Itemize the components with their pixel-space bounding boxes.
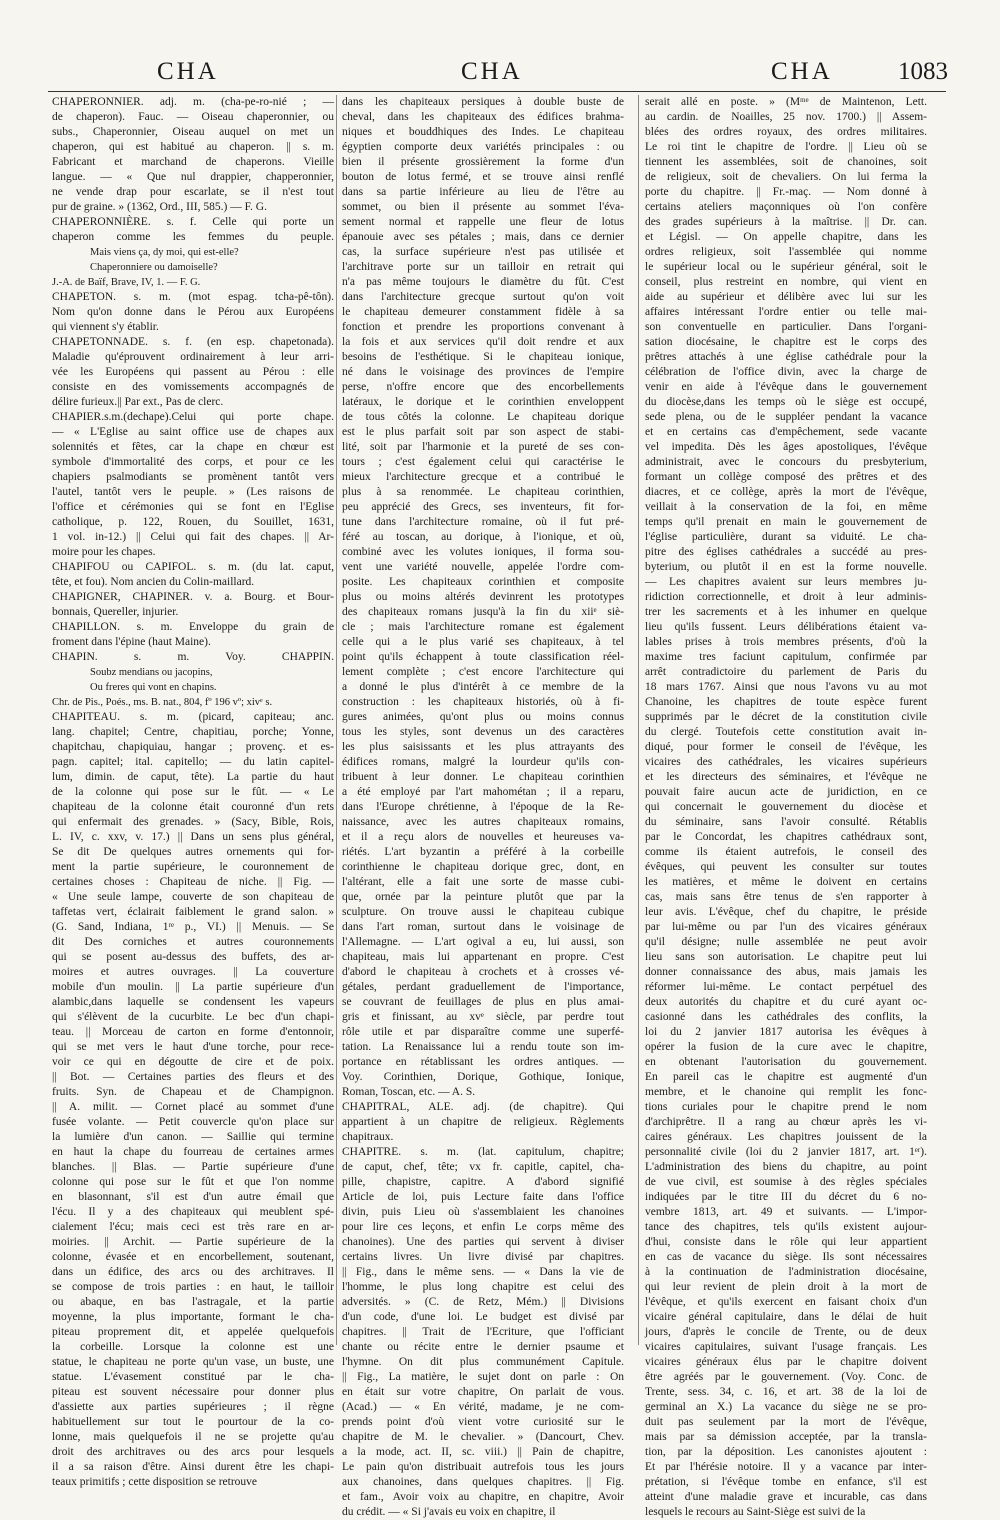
text-line: conseil, plus restreint en nombre, qui vient en (645, 276, 927, 288)
text-line: || Fig., dans le même sens. — « Dans la vie de (342, 1266, 624, 1278)
text-line: gétales, perdant graduellement de l'importance, (342, 981, 624, 993)
text-line: germinal an X.) La vacance du siège ne se pro- (645, 1401, 927, 1413)
text-line: qui viennent s'y établir. (52, 321, 159, 333)
text-line: CHAPIER.s.m.(dechape).Celui qui porte chape. (52, 411, 334, 423)
text-line: chapitraux. (342, 1131, 394, 1143)
text-line: d'un code, d'une loi. Le budget est divisé par (342, 1311, 624, 1323)
text-line: lang. chapitel; Centre, chapitiau, porche; Yonne, (52, 726, 334, 738)
text-line: la corbeille. Lorsque la colonne est une (52, 1341, 334, 1353)
text-column-3 (645, 95, 927, 1518)
text-line: l'homme, le plus long chapitre est celui des (342, 1281, 624, 1293)
text-column-1 (52, 95, 334, 1488)
text-line: posite. Les chapiteaux corinthien et composite (342, 576, 624, 588)
column-rule-2 (638, 95, 639, 1345)
text-line: a la mode, act. II, sc. viii.) || Pain de chapitre, (342, 1446, 624, 1458)
text-line: formant un collège composé des prêtres et des (645, 471, 927, 483)
left-guide-word: CHA (157, 58, 219, 85)
text-line: veillait à la conservation de la foi, en même (645, 501, 927, 513)
text-line: CHAPIGNER, CHAPINER. v. a. Bourg. et Bour- (52, 591, 334, 603)
text-line: et il a reçu alors de nouvelles et heureuses va- (342, 831, 624, 843)
text-line: Trente, sess. 34, c. 16, et art. 38 de la loi de (645, 1386, 927, 1398)
text-line: chapitchau, chapiquiau, hangar ; provenç. et es- (52, 741, 334, 753)
text-line: bien il présente grossièrement la forme d'un (342, 156, 624, 168)
text-line: d'abord le chapiteau à crochets et à crosses vé- (342, 966, 624, 978)
text-line: vée les Européens qui passent au Pérou : elle (52, 366, 334, 378)
text-line: peu apprécié des Grecs, ses inventeurs, fit for- (342, 501, 624, 513)
text-line: pille, chapistre, capitre. A d'abord signifié (342, 1176, 624, 1188)
text-line: l'autel, tantôt vers le peuple. » (Les raisons de (52, 486, 334, 498)
text-line: et fam., Avoir voix au chapitre, en chapitre, Avoir (342, 1491, 624, 1503)
text-line: gris et finissant, au xvᵉ siècle, par perdre tout (342, 1011, 624, 1023)
text-line: || A. milit. — Cornet placé au sommet d'une (52, 1101, 334, 1113)
text-line: prêtres attachés à une église cathédrale pour la (645, 351, 927, 363)
text-line: alambic,dans laquelle se condensent les vapeurs (52, 996, 334, 1008)
text-line: dans sa partie inférieure au lieu de l'être au (342, 186, 624, 198)
text-line: corinthienne le chapiteau dorique grec, dont, en (342, 861, 624, 873)
text-line: trer les sacrements et à les inhumer en quelque (645, 606, 927, 618)
text-line: Ou freres qui vont en chapins. (90, 682, 217, 693)
text-line: colonne, évasée et en encorbellement, soutenant, (52, 1251, 334, 1263)
text-line: l'hymne. On dit plus communément Capitule. (342, 1356, 624, 1368)
text-line: tours ; c'est également celui qui caractérise le (342, 456, 624, 468)
text-line: aux chanoines, dans quelques chapitres. || Fig. (342, 1476, 624, 1488)
text-line: dit Des corniches et autres couronnements (52, 936, 334, 948)
text-line: pur de graine. » (1362, Ord., III, 585.) — F. G. (52, 201, 267, 213)
text-line: qui leur revient de plein droit à la mort de (645, 1281, 927, 1293)
text-line: d'archiprêtre. Il a rang au chœur après les vi- (645, 1116, 927, 1128)
text-line: Se dit De quelques autres ornements qui for- (52, 846, 334, 858)
text-line: que, ornée par la peinture plutôt que par la (342, 891, 624, 903)
text-line: arrêt contradictoire du parlement de Paris du (645, 666, 927, 678)
text-line: chapiteau de la colonne était couronné d'un rets (52, 801, 334, 813)
text-line: CHAPITRAL, ALE. adj. (de chapitre). Qui (342, 1101, 624, 1113)
text-line: teau. || Morceau de carton en forme d'entonnoir, (52, 1026, 334, 1038)
text-line: de vue civil, est soumise à des règles spéciales (645, 1176, 927, 1188)
text-line: riétés. L'art byzantin a préféré à la corbeille (342, 846, 624, 858)
text-line: Soubz mendians ou jacopins, (90, 667, 213, 678)
text-line: lement complète ; c'est encore l'architecture qui (342, 666, 624, 678)
text-line: des chapiteaux romans jusqu'à la fin du xiiᵉ siè- (342, 606, 624, 618)
text-line: il a sa raison d'être. Ainsi durent être les chapi- (52, 1461, 334, 1473)
text-line: au cardin. de Noailles, 25 nov. 1700.) || Assem- (645, 111, 927, 123)
text-line: tête, et fou). Nom ancien du Colin-maillard. (52, 576, 255, 588)
text-line: 18 mars 1767. Ainsi que nous l'avons vu au mot (645, 681, 927, 693)
text-line: bouton de lotus fermé, et se trouve ainsi renflé (342, 171, 624, 183)
text-line: CHAPITEAU. s. m. (picard, capiteau; anc. (52, 711, 334, 723)
text-line: temps qu'il prenait en main le gouvernement de (645, 516, 927, 528)
text-line: habituellement sur tout le pourtour de la co- (52, 1416, 334, 1428)
text-line: sede plena, ou de le suppléer pendant la vacance (645, 411, 927, 423)
text-line: — Les chapitres avaient sur leurs membres ju- (645, 576, 927, 588)
text-line: qui enfermait des grenades. » (Sacy, Bible, Rois, (52, 816, 334, 828)
text-line: langue. — « Que nul drappier, chapperonnier, (52, 171, 334, 183)
text-line: point qu'ils échappent à toute classification réel- (342, 651, 624, 663)
text-line: droit des architraves ou des arcs pour lesquels (52, 1446, 334, 1458)
text-line: vel impedita. Dès les âges apostoliques, l'évêque (645, 441, 927, 453)
text-line: diqué, pour former le conseil de l'évêque, les (645, 741, 927, 753)
text-line: atteint d'une maladie grave et incurable, cas dans (645, 1491, 927, 1503)
text-line: plus ou moins altérés devinrent les prototypes (342, 591, 624, 603)
text-line: en blasonnant, s'il est d'un autre émail que (52, 1191, 334, 1203)
text-line: mais par sa démission acceptée, par la transla- (645, 1431, 927, 1443)
text-line: piteau est souvent nécessaire pour donner plus (52, 1386, 334, 1398)
text-line: dans un édifice, des arcs ou des architraves. Il (52, 1266, 334, 1278)
text-line: prends point d'où vient votre curiosité sur le (342, 1416, 624, 1428)
text-line: cheval, dans les chapiteaux des édifices brahma- (342, 111, 624, 123)
text-line: Le roi tint le chapitre de l'ordre. || Lieu où se (645, 141, 927, 153)
text-line: de caput, chef, tête; vx fr. capitle, capitel, cha- (342, 1161, 624, 1173)
text-line: comme ils étaient autrefois, le conseil des (645, 846, 927, 858)
text-line: célébration de l'office divin, avec la charge de (645, 366, 927, 378)
text-line: Et par l'hérésie notoire. Il y a vacance par inter- (645, 1461, 927, 1473)
text-line: tous les styles, sont devenus un des caractères (342, 726, 624, 738)
text-line: d'assiette aux parties supérieures ; il règne (52, 1401, 334, 1413)
text-line: pitre des églises cathédrales a succédé au pres- (645, 546, 927, 558)
text-line: d'hui, consiste dans le rôle qui leur appartient (645, 1236, 927, 1248)
text-line: jours, d'après le concile de Trente, ou de deux (645, 1326, 927, 1338)
text-line: CHAPILLON. s. m. Enveloppe du grain de (52, 621, 334, 633)
text-line: chaperon, qui est habitué au chaperon. || s. m. (52, 141, 334, 153)
text-line: sculpture. On trouve aussi le chapiteau cubique (342, 906, 624, 918)
text-line: ne vende drap pour escarlate, se il n'est tout (52, 186, 334, 198)
text-line: tions curiales pour le chapitre prend le nom (645, 1101, 927, 1113)
text-line: gures animées, qu'ont plus ou moins connus (342, 711, 624, 723)
text-line: chante ou récite entre le dernier psaume et (342, 1341, 624, 1353)
text-line: Mais viens ça, dy moi, qui est-elle? (90, 247, 239, 258)
text-line: l'écu. Il y a des chapiteaux qui meublent spé- (52, 1206, 334, 1218)
text-line: sement normal et rappelle une fleur de lotus (342, 216, 624, 228)
text-line: son conventuelle en particulier. Dans l'organi- (645, 321, 927, 333)
text-line: colonne qui pose sur le fût et que l'on nomme (52, 1176, 334, 1188)
text-line: ment la partie supérieure, le couronnement de (52, 861, 334, 873)
text-line: byterium, ou plutôt il en est la forme nouvelle. (645, 561, 927, 573)
text-line: des grades supérieurs à la maîtrise. || Dr. can. (645, 216, 927, 228)
text-line: égyptien comporte deux variétés principales : ou (342, 141, 624, 153)
text-line: En pareil cas le chapitre est augmenté d'un (645, 1071, 927, 1083)
text-line: dans l'architecture grecque surtout qu'on voit (342, 291, 624, 303)
text-line: et en certains cas d'empêchement, sede vacante (645, 426, 927, 438)
text-line: et les directeurs des séminaires, et l'évêque ne (645, 771, 927, 783)
text-line: teaux primitifs ; cette disposition se retrouve (52, 1476, 258, 1488)
text-line: moires et autres ouvrages. || La couverture (52, 966, 334, 978)
text-line: la lumière d'un canon. — Saillie qui termine (52, 1131, 334, 1143)
text-line: fusée volante. — Petit couvercle qu'on place sur (52, 1116, 334, 1128)
text-line: vembre 1813, art. 49 et suivants. — L'impor- (645, 1206, 927, 1218)
text-line: l'Allemagne. — L'art ogival a eu, lui aussi, son (342, 936, 624, 948)
text-line: lité, soit par l'harmonie et la pureté de ses con- (342, 441, 624, 453)
text-line: tiennent les assemblées, soit de chanoines, soit (645, 156, 927, 168)
text-line: appartient à un chapitre de religieux. Règlements (342, 1116, 624, 1128)
header-rule (48, 91, 946, 92)
text-line: lum, dimin. de caput, tête). La partie du haut (52, 771, 334, 783)
text-line: par le Concordat, les chapitres cathédraux sont, (645, 831, 927, 843)
text-line: supprimés par le décret de la constitution civile (645, 711, 927, 723)
text-line: lables prises à trois membres présents, d'où la (645, 636, 927, 648)
text-line: tance des chapitres, tels qu'ils existent aujour- (645, 1221, 927, 1233)
text-line: l'office et cérémonies qui se font en l'Eglise (52, 501, 334, 513)
text-line: vicaire général capitulaire, dans le délai de huit (645, 1311, 927, 1323)
text-line: dans l'Europe chrétienne, à l'époque de la Re- (342, 801, 624, 813)
text-line: a donné le plus d'intérêt à ce membre de la (342, 681, 624, 693)
text-line: chapiteau, mais lui appartenant en propre. C'est (342, 951, 624, 963)
text-line: solennités et fêtes, car la chape en chœur est (52, 441, 334, 453)
text-line: moiries. || Archit. — Partie supérieure de la (52, 1236, 334, 1248)
text-line: de tous côtés la colonne. Le chapiteau dorique (342, 411, 624, 423)
text-line: perse, n'offre encore que des encorbellements (342, 381, 624, 393)
text-line: cialement l'écu; mais ceci est très rare en ar- (52, 1221, 334, 1233)
text-line: deux autorités du chapitre et du curé ayant oc- (645, 996, 927, 1008)
text-line: divin, puis Lieu où s'assemblaient les chanoines (342, 1206, 624, 1218)
text-line: évêques, qui peuvent les consulter sur toutes (645, 861, 927, 873)
text-line: de religieux, soit de chevaliers. On lui ferma la (645, 171, 927, 183)
text-line: l'architrave porte sur un tailloir en retrait qui (342, 261, 624, 273)
text-line: délire furieux.|| Par ext., Pas de clerc. (52, 396, 224, 408)
text-line: voir ce qui en dégoutte de cire et de poix. (52, 1056, 334, 1068)
text-line: CHAPITRE. s. m. (lat. capitulum, chapitre; (342, 1146, 624, 1158)
text-line: qui se met vers le haut d'une torche, pour rece- (52, 1041, 334, 1053)
text-line: L. IV, c. xxv, v. 17.) || Dans un sens plus général, (52, 831, 334, 843)
page-number: 1083 (898, 58, 948, 85)
text-line: J.-A. de Baïf, Brave, IV, 1. — F. G. (52, 277, 201, 288)
text-line: administrait, avec le concours du presbyterium, (645, 456, 927, 468)
text-line: combiné avec les volutes ioniques, il forma sou- (342, 546, 624, 558)
text-line: naissance, avec les autres chapiteaux romains, (342, 816, 624, 828)
text-line: certains livres. Un livre divisé par chapitres. (342, 1251, 624, 1263)
text-line: épanouie avec ses pétales ; mais, dans ce dernier (342, 231, 624, 243)
text-line: chapitre de M. le chevalier. » (Dancourt, Chev. (342, 1431, 624, 1443)
text-line: diacres, et ce collège, après la mort de l'évêque, (645, 486, 927, 498)
text-line: cas, la surface supérieure n'est pas utilisée et (342, 246, 624, 258)
text-line: de chaperon). Fauc. — Oiseau chaperonnier, ou (52, 111, 334, 123)
text-line: du diocèse,dans les temps où le siège est occupé, (645, 396, 927, 408)
text-line: Maladie qu'éprouvent ordinairement à leur arri- (52, 351, 334, 363)
text-line: moire pour les chapes. (52, 546, 156, 558)
text-line: a été employé par l'art mahométan ; il a reparu, (342, 786, 624, 798)
text-column-2 (342, 95, 624, 1518)
text-line: 1 vol. in-12.) || Celui qui fait des chapes. || Ar- (52, 531, 334, 543)
text-line: chanoines). Une des parties qui servent à diviser (342, 1236, 624, 1248)
text-line: lieu sans son autorisation. Le chapitre peut lui (645, 951, 927, 963)
text-line: les plus saisissants et les plus attrayants des (342, 741, 624, 753)
text-line: CHAPERONNIÈRE. s. f. Celle qui porte un (52, 216, 334, 228)
text-line: sommet, ou bien il présente au sommet l'éva- (342, 201, 624, 213)
text-line: édifices romans, malgré la lourdeur qu'ils con- (342, 756, 624, 768)
text-line: niques et bouddhiques des Indes. Le chapiteau (342, 126, 624, 138)
text-line: l'église particulière, durant sa viduité. Le cha- (645, 531, 927, 543)
text-line: loi du 2 janvier 1817 autorisa les évêques à (645, 1026, 927, 1038)
text-line: vent une variété nouvelle, appelée l'ordre com- (342, 561, 624, 573)
text-line: || Fig., La matière, le sujet dont on parle : On (342, 1371, 624, 1383)
text-line: ou abaque, en bas l'astragale, et la partie (52, 1296, 334, 1308)
text-line: (G. Sand, Indiana, 1ʳᵉ p., VI.) || Menuis. — Se (52, 921, 334, 933)
text-line: tribuent à leur donner. Le chapiteau corinthien (342, 771, 624, 783)
text-line: blanches. || Blas. — Partie supérieure d'une (52, 1161, 334, 1173)
text-line: subs., Chaperonnier, Oiseau auquel on met un (52, 126, 334, 138)
text-line: fonction et prendre les proportions convenant à (342, 321, 624, 333)
page-header (0, 58, 1000, 88)
text-line: portance en rétablissant les ordres antiques. — (342, 1056, 624, 1068)
text-line: en obtenant l'autorisation du gouvernement. (645, 1056, 927, 1068)
text-line: prétation, si l'évêque tombe en enfance, s'il est (645, 1476, 927, 1488)
text-line: tion, par la déposition. Les canonistes ajoutent : (645, 1446, 927, 1458)
center-guide-word: CHA (461, 58, 523, 85)
text-line: affaires intéressant l'ordre entier ou telle mai- (645, 306, 927, 318)
text-line: celle qui a le plus varié ses chapiteaux, à tel (342, 636, 624, 648)
text-line: Fabricant et marchand de chaperons. Vieille (52, 156, 334, 168)
text-line: cle ; mais l'architecture romane est également (342, 621, 624, 633)
text-line: aide au supérieur et délibère avec lui sur les (645, 291, 927, 303)
text-line: du séminaire, sans l'avoir consulté. Rétablis (645, 816, 927, 828)
text-line: « Une seule lampe, couverte de son chapiteau de (52, 891, 334, 903)
text-line: par lui-même ou par l'un des vicaires généraux (645, 921, 927, 933)
text-line: personnalité civile (loi du 2 janvier 1817, art. 1ᵉʳ). (645, 1146, 927, 1158)
text-line: vicaires des cathédrales, les vicaires supérieurs (645, 756, 927, 768)
text-line: besoins de l'esthétique. Si le chapiteau ionique, (342, 351, 624, 363)
text-line: rôle utile et par disparaître comme une superfé- (342, 1026, 624, 1038)
text-line: moyenne, la plus importante, formant le cha- (52, 1311, 334, 1323)
text-line: L'administration des biens du chapitre, au point (645, 1161, 927, 1173)
text-line: qui s'élèvent de la cucurbite. Le bec d'un chapi- (52, 1011, 334, 1023)
column-rule-1 (336, 95, 337, 1345)
text-line: symbole d'immortalité des corps, et pour ce les (52, 456, 334, 468)
text-line: lesquels le recours au Saint-Siège est suivi de la (645, 1506, 866, 1518)
text-line: construction : les chapiteaux historiés, où à fi- (342, 696, 624, 708)
text-line: Voy. Corinthien, Dorique, Gothique, Ionique, (342, 1071, 624, 1083)
text-line: qu'il désigne; nulle assemblée ne peut avoir (645, 936, 927, 948)
text-line: en cas de vacance du siège. Ils sont nécessaires (645, 1251, 927, 1263)
text-line: taffetas vert, éclairait faiblement le grand salon. » (52, 906, 334, 918)
text-line: Chr. de Pis., Poés., ms. B. nat., 804, fº 196 vº; xivᵉ s. (52, 697, 273, 708)
text-line: piteau proprement dit, et appelée quelquefois (52, 1326, 334, 1338)
text-line: fruits. Syn. de Chapeau et de Champignon. (52, 1086, 334, 1098)
text-line: CHAPETON. s. m. (mot espag. tcha-pê-tôn). (52, 291, 334, 303)
text-line: mobile d'un moulin. || La partie supérieure d'un (52, 981, 334, 993)
text-line: chaperon comme les femmes du peuple. (52, 231, 334, 243)
text-line: pour lire ces leçons, et enfin Le corps même des (342, 1221, 624, 1233)
text-line: venir en aide à l'évêque dans le gouvernement (645, 381, 927, 393)
text-line: être agréés par le gouvernement. (Voy. Conc. de (645, 1371, 927, 1383)
text-line: adversités. » (C. de Retz, Mém.) || Divisions (342, 1296, 624, 1308)
text-line: dans l'art roman, surtout dans le voisinage de (342, 921, 624, 933)
right-guide-word: CHA (771, 58, 833, 85)
text-line: indiquées par le titre III du décret du 6 no- (645, 1191, 927, 1203)
text-line: Article de loi, puis Lecture faite dans l'office (342, 1191, 624, 1203)
text-line: || Bot. — Certaines parties des fleurs et des (52, 1071, 334, 1083)
text-line: CHAPIN. s. m. Voy. CHAPPIN. (52, 651, 334, 663)
text-line: opérer la fusion de la cure avec le chapitre, (645, 1041, 927, 1053)
text-line: sation diocésaine, le chapitre est le corps des (645, 336, 927, 348)
text-line: à la continuation de l'administration diocésaine, (645, 1266, 927, 1278)
text-line: du clergé. Toutefois cette constitution avait in- (645, 726, 927, 738)
text-line: dans les chapiteaux persiques à double buste de (342, 96, 624, 108)
text-line: bonnais, Quereller, injurier. (52, 606, 179, 618)
text-line: duit pas seulement par la mort de l'évêque, (645, 1416, 927, 1428)
text-line: plus à sa renommée. Le chapiteau corinthien, (342, 486, 624, 498)
text-line: statue, le chapiteau ne porte qu'un vase, un buste, une (52, 1356, 334, 1368)
text-line: ordres religieux, soit l'assemblée qui nomme (645, 246, 927, 258)
text-line: du crédit. — « Si j'avais eu voix en chapitre, il (342, 1506, 556, 1518)
text-line: pagn. capitel; ital. capitello; — du latin capitel- (52, 756, 334, 768)
text-line: le supérieur local ou le supérieur général, soit le (645, 261, 927, 273)
text-line: cas, mais sans être tenus de s'en rapporter à (645, 891, 927, 903)
text-line: (Acad.) — « En vérité, madame, je ne com- (342, 1401, 624, 1413)
text-line: donner connaissance des abus, mais jamais les (645, 966, 927, 978)
text-line: tune dans l'architecture romaine, où il fut pré- (342, 516, 624, 528)
text-line: la fois et aux services qu'il doit rendre et aux (342, 336, 624, 348)
text-line: n'a pas même toujours le diamètre du fût. C'est (342, 276, 624, 288)
text-line: chapitres. || Trait de l'Ecriture, que l'officiant (342, 1326, 624, 1338)
text-line: se compose de trois parties : en haut, le tailloir (52, 1281, 334, 1293)
text-line: chapiers psalmodiants se promènent tantôt vers (52, 471, 334, 483)
text-line: en haut la chape du fourreau de certaines armes (52, 1146, 334, 1158)
text-line: se couvrant de feuillages de plus en plus amai- (342, 996, 624, 1008)
text-line: l'évêque, et qu'ils exercent en faisant choix d'un (645, 1296, 927, 1308)
text-line: consiste en des vomissements accompagnés de (52, 381, 334, 393)
text-line: mieux l'architecture grecque et a contribué le (342, 471, 624, 483)
text-line: en était sur votre chapitre, On parlait de vous. (342, 1386, 624, 1398)
text-line: blées des ordres royaux, des ordres militaires. (645, 126, 927, 138)
text-line: serait allé en poste. » (Mᵐᵉ de Maintenon, Lett. (645, 96, 927, 108)
text-line: vicaires généraux élus par le chapitre doivent (645, 1356, 927, 1368)
text-line: froment dans l'épine (haut Maine). (52, 636, 211, 648)
text-line: né dans le voisinage des provinces de l'empire (342, 366, 624, 378)
text-line: Nom qu'on donne dans le Pérou aux Européens (52, 306, 334, 318)
text-line: Roman, Toscan, etc. — A. S. (342, 1086, 476, 1098)
text-line: lieu qu'ils fussent. Leurs délibérations étaient va- (645, 621, 927, 633)
text-line: féré au toscan, au dorique, à l'ionique, et où, (342, 531, 624, 543)
text-line: leur avis. L'évêque, chef du chapitre, le préside (645, 906, 927, 918)
text-line: le chapiteau demeurer constamment fidèle à sa (342, 306, 624, 318)
text-line: et Législ. — On appelle chapitre, dans les (645, 231, 927, 243)
text-line: latéraux, le dorique et le corinthien enveloppent (342, 396, 624, 408)
text-line: tation. La Renaissance lui a rendu toute son im- (342, 1041, 624, 1053)
text-line: statue. L'évasement constitué par le cha- (52, 1371, 334, 1383)
text-line: CHAPIFOU ou CAPIFOL. s. m. (du lat. caput, (52, 561, 334, 573)
text-line: lonne, mais quelquefois il ne se projette qu'au (52, 1431, 334, 1443)
text-line: casionné dans les cathédrales des conflits, la (645, 1011, 927, 1023)
text-line: catholique, p. 122, Rouen, du Souillet, 1631, (52, 516, 334, 528)
text-line: qui se posent au-dessus des buffets, des ar- (52, 951, 334, 963)
text-line: pouvait faire aucun acte de juridiction, en ce (645, 786, 927, 798)
text-line: vicaires capitulaires, suivant l'usage français. Les (645, 1341, 927, 1353)
text-line: les matières, et même le doivent en certains (645, 876, 927, 888)
text-line: — « L'Eglise au saint office use de chapes aux (52, 426, 334, 438)
text-line: est le plus parfait soit par son aspect de stabi- (342, 426, 624, 438)
text-line: certains ateliers maçonniques où l'on confère (645, 201, 927, 213)
text-line: réformer lui-même. Le contact perpétuel des (645, 981, 927, 993)
text-line: CHAPERONNIER. adj. m. (cha-pe-ro-nié ; — (52, 96, 334, 108)
text-line: Chaperonniere ou damoiselle? (90, 262, 218, 273)
text-line: certaines choses : Chapiteau de niche. || Fig. — (52, 876, 334, 888)
text-line: maxime tres faciunt capitulum, confirmée par (645, 651, 927, 663)
text-line: membre, et le chanoine qui remplit les fonc- (645, 1086, 927, 1098)
text-line: caires généraux. Les chapitres jouissent de la (645, 1131, 927, 1143)
text-line: qui concernait le gouvernement du diocèse et (645, 801, 927, 813)
text-line: Le pain qu'on distribuait autrefois tous les jours (342, 1461, 624, 1473)
text-line: porte du chapitre. || Fr.-maç. — Nom donné à (645, 186, 927, 198)
text-line: Chanoine, les chapitres de toute espèce furent (645, 696, 927, 708)
text-line: de la colonne qui pose sur le fût. — « Le (52, 786, 334, 798)
text-line: ridiction correctionnelle, et droit à leur adminis- (645, 591, 927, 603)
text-line: l'altérant, elle a fait une sorte de masse cubi- (342, 876, 624, 888)
text-line: CHAPETONNADE. s. f. (en esp. chapetonada). (52, 336, 334, 348)
